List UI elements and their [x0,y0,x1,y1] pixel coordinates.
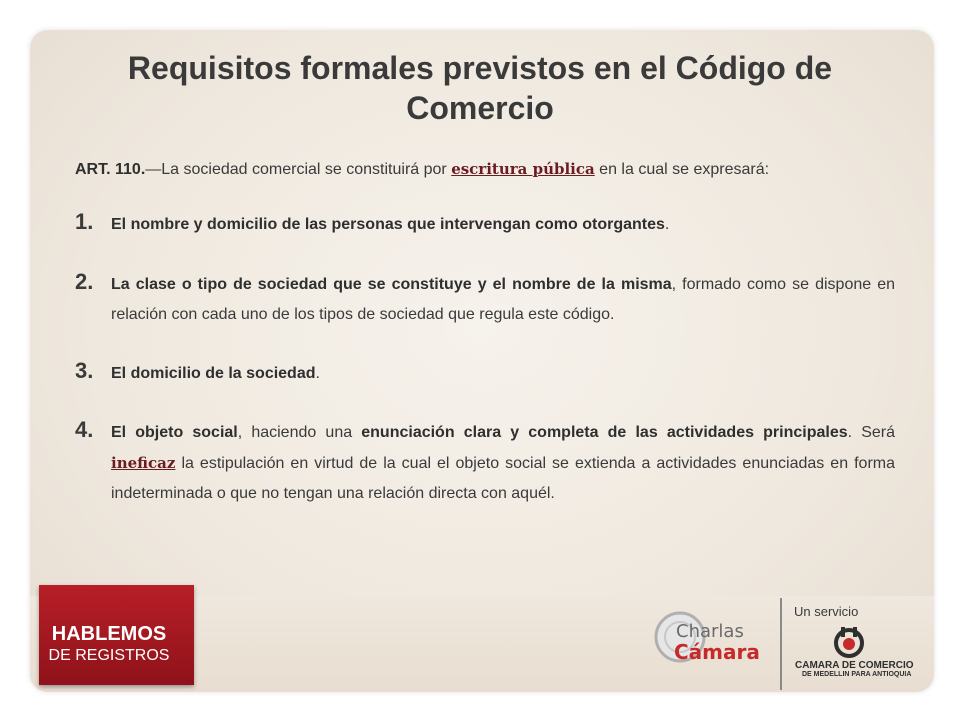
item-text: la estipulación en virtud de la cual el objeto social se extienda a actividades enunciadas en forma indeterminada o que no tengan una relación directa con aquél. [111,455,895,502]
item-bold-text: enunciación clara y completa de las actividades principales [361,424,848,441]
item-number: 2. [75,269,94,294]
page-title: Requisitos formales previstos en el Código de Comercio [127,50,833,126]
list-item [75,210,895,240]
intro-text-b: en la cual se expresará: [594,161,770,178]
camara-text: Cámara [674,640,760,664]
list-item [75,418,895,509]
item-number: 3. [75,358,94,383]
item-text: . [664,216,670,233]
charlas-camara-icon [652,603,772,678]
article-label: ART. 110. [75,161,146,178]
brand-line1: HABLEMOS [51,623,167,645]
hablemos-de-registros-logo [39,585,194,685]
intro-text-a: —La sociedad comercial se constituirá por [145,161,452,178]
camara-name: CAMARA DE COMERCIO [795,660,914,671]
charlas-text: Charlas [676,621,744,642]
item-bold-text: El domicilio de la sociedad [111,365,316,382]
item-text: , formado como se dispone en relación con cada uno de los tipos de sociedad que regula este código. [111,276,896,323]
item-bold-text: El nombre y domicilio de las personas que intervengan como otorgantes [111,216,665,233]
item-number: 1. [75,209,94,234]
item-bold-text: El objeto social [111,424,238,441]
escritura-publica-emphasis: escritura pública [451,160,595,178]
item-number: 4. [75,417,94,442]
item-text: , haciendo una [237,424,362,441]
item-text: . Será [847,424,896,441]
item-text: . [315,365,320,382]
item-bold-text: La clase o tipo de sociedad que se constituye y el nombre de la misma [111,276,672,293]
list-item [75,359,895,389]
charlas-camara-logo [652,603,772,678]
brand-line2: DE REGISTROS [48,647,170,664]
intro-paragraph [75,158,895,181]
list-item [75,270,895,330]
ineficaz-emphasis: ineficaz [111,454,176,472]
servicio-label: Un servicio [794,604,859,619]
camara-subtitle: DE MEDELLIN PARA ANTIOQUIA [802,671,912,678]
footer-divider [780,598,782,690]
camara-comercio-logo-icon [832,625,866,659]
